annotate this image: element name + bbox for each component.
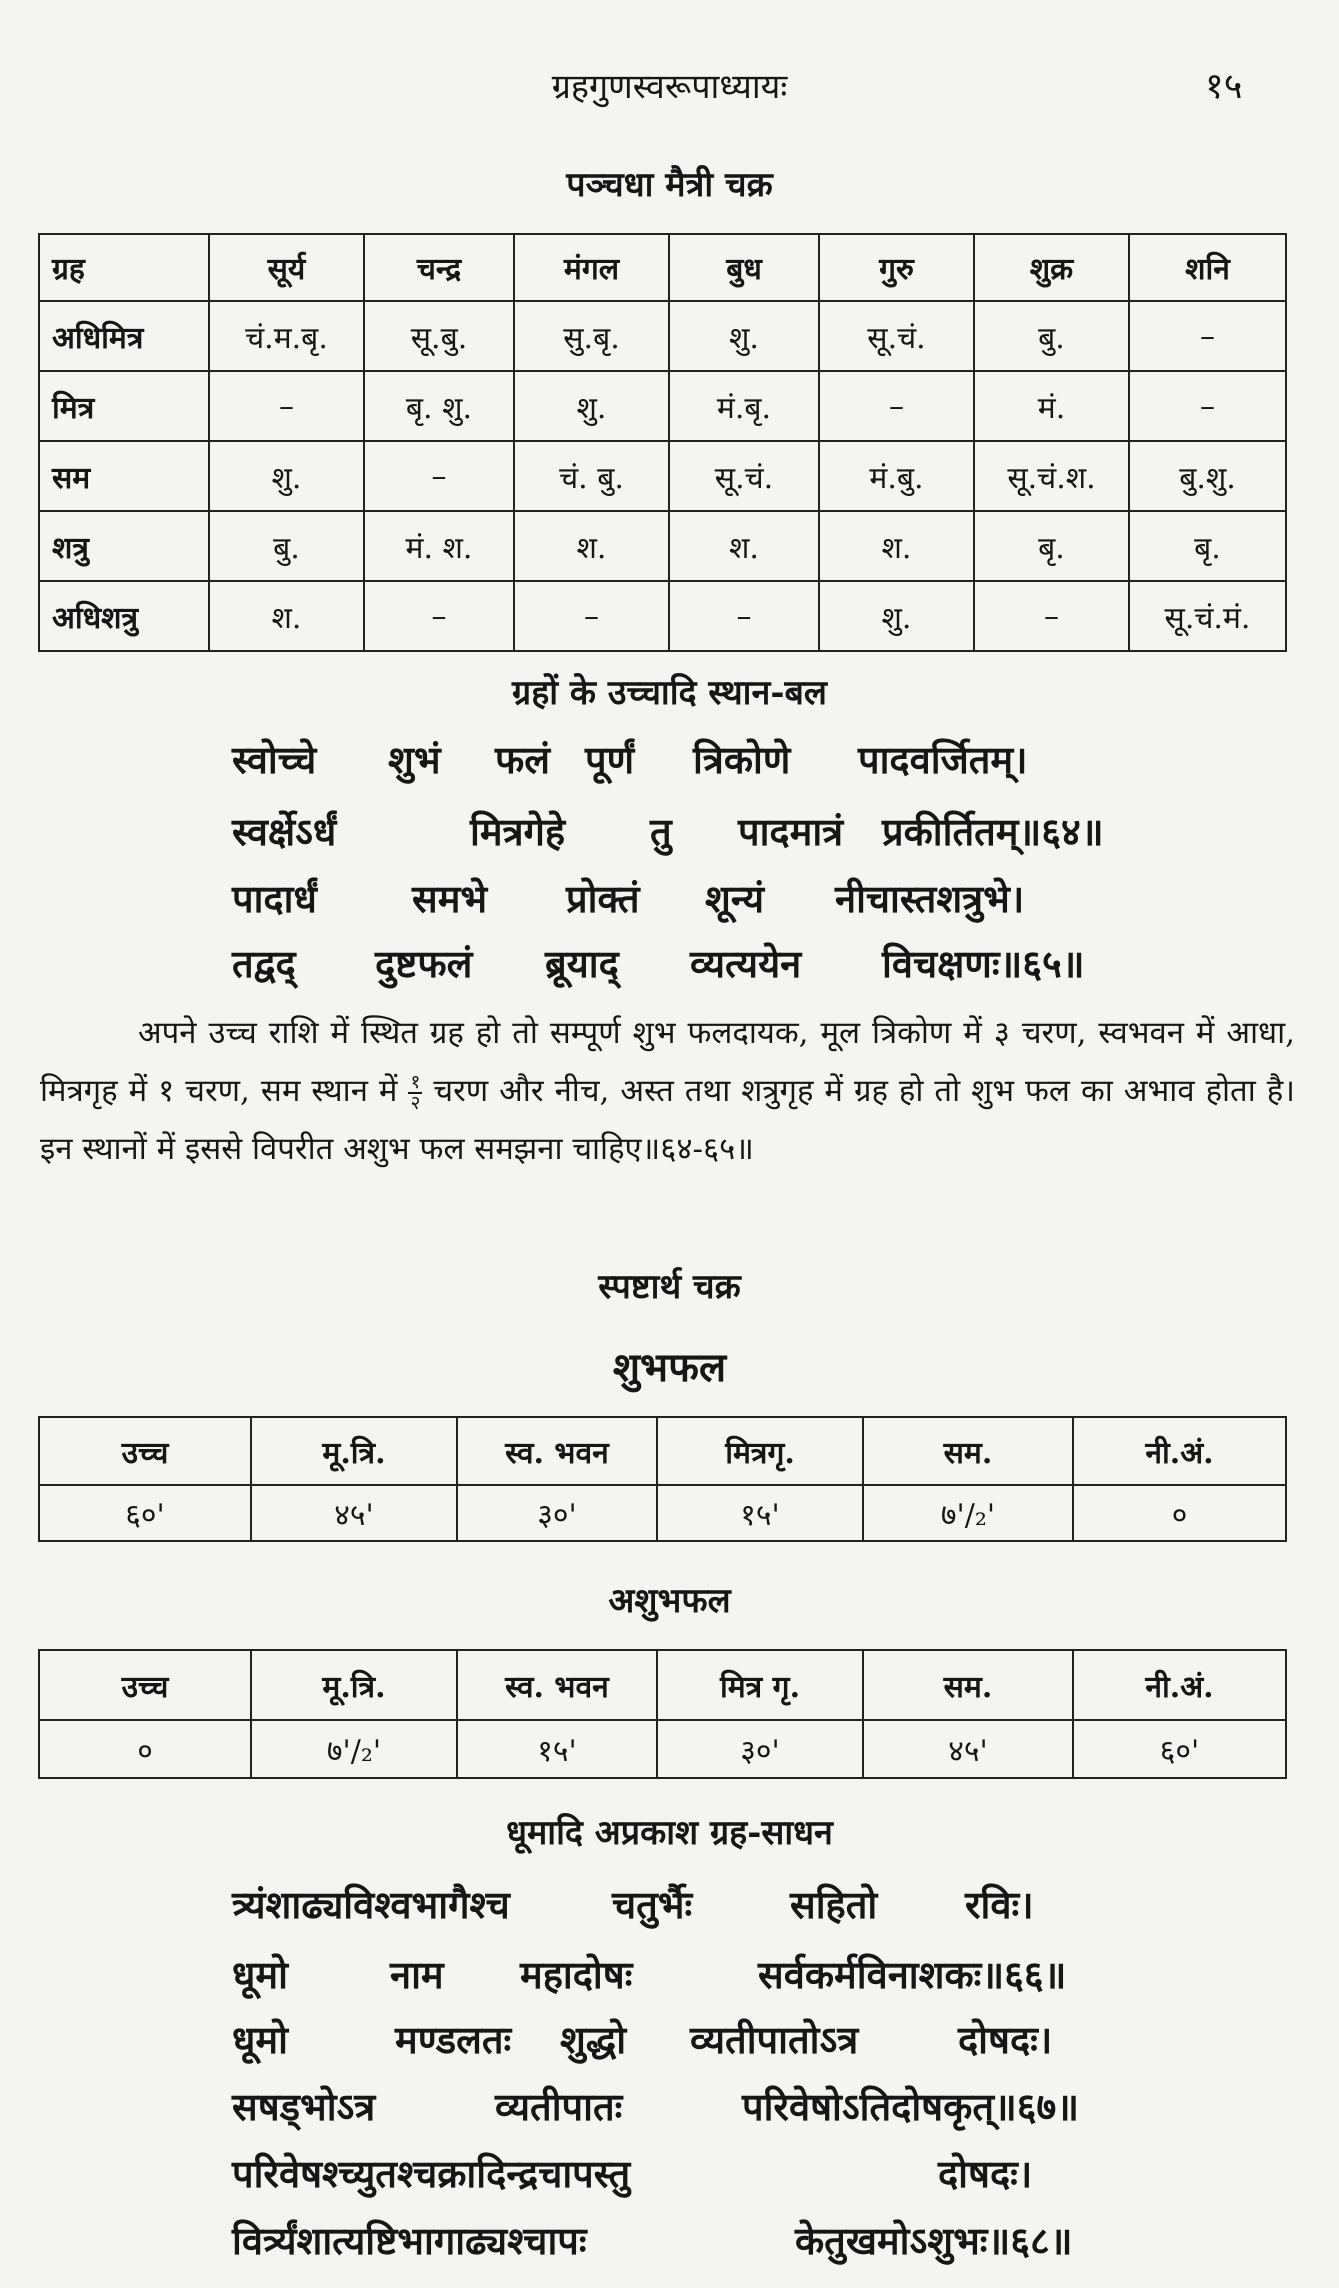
verse-word: परिवेषश्च्युतश्चक्रादिन्द्रचापस्तु [232, 2151, 631, 2196]
table-cell: ६०' [39, 1485, 251, 1541]
table-cell: मं.बु. [819, 441, 974, 511]
col-header: शुक्र [974, 234, 1129, 301]
table-cell: बृ. शु. [364, 371, 514, 441]
verse-word: पूर्णं [585, 737, 635, 782]
dhoomadi-title: धूमादि अप्रकाश ग्रह-साधन [506, 1813, 833, 1853]
col-header: चन्द्र [364, 234, 514, 301]
table-cell: सू.चं. [819, 301, 974, 371]
table-cell: श. [514, 511, 669, 581]
table-cell: श. [819, 511, 974, 581]
verse-word: पादमात्रं [738, 809, 844, 854]
col-header: सूर्य [209, 234, 364, 301]
row-label: अधिशत्रु [39, 581, 209, 651]
table-row [39, 371, 1286, 441]
col-header: सम. [863, 1417, 1073, 1485]
table-cell: शु. [819, 581, 974, 651]
row-label: सम [39, 441, 209, 511]
verse-word: मित्रगेहे [470, 809, 566, 854]
table-cell: सु.बृ. [514, 301, 669, 371]
verse-word: विचक्षणः॥६५॥ [882, 941, 1085, 986]
row-label: मित्र [39, 371, 209, 441]
verse-word: दोषदः। [938, 2151, 1033, 2196]
col-header: स्व. भवन [457, 1417, 657, 1485]
col-header: बुध [669, 234, 819, 301]
table-cell: – [974, 581, 1129, 651]
verse-word: तु [650, 809, 672, 854]
col-header: मित्रगृ. [657, 1417, 863, 1485]
col-header: नी.अं. [1073, 1650, 1286, 1720]
table-cell: – [209, 371, 364, 441]
fraction-numerator: १ [410, 1070, 421, 1093]
verse-word: सहितो [790, 1882, 878, 1927]
verse-word: विर्त्र्यंशात्यष्टिभागाढ्यश्चापः [232, 2218, 587, 2263]
verse-word: नाम [390, 1952, 444, 1997]
verse-word: प्रोक्तं [566, 876, 640, 921]
table-row [39, 301, 1286, 371]
table-cell: ७'/₂' [251, 1720, 457, 1778]
col-header: नी.अं. [1073, 1417, 1286, 1485]
col-header: उच्च [39, 1417, 251, 1485]
spashtartha-chakra-title: स्पष्टार्थ चक्र [598, 1267, 741, 1307]
verse-word: व्यतीपातोऽत्र [690, 2017, 859, 2062]
verse-word: फलं [495, 737, 551, 782]
paragraph-text: चरण और नीच, अस्त तथा शत्रुगृह में ग्रह हो तो शुभ फल का अभाव होता है। इन स्थानों में इससे विपरीत अशुभ फल समझना चाहिए॥६४-६५॥ [40, 1073, 1295, 1167]
table-cell: ० [1073, 1485, 1286, 1541]
commentary-paragraph [40, 1004, 1295, 1178]
verse-word: दोषदः। [958, 2017, 1053, 2062]
table-row [39, 511, 1286, 581]
col-header: गुरु [819, 234, 974, 301]
table-cell: ३०' [657, 1720, 863, 1778]
verse-word: धूमो [232, 2017, 288, 2062]
verse-word: व्यतीपातः [495, 2084, 623, 2129]
maitri-table [38, 233, 1287, 652]
shubhphal-header-row [39, 1417, 1286, 1485]
verse-word: स्वर्क्षेऽर्धं [232, 809, 337, 854]
shubhphal-title: शुभफल [612, 1344, 727, 1391]
col-header: मू.त्रि. [251, 1417, 457, 1485]
ashubhphal-title: अशुभफल [608, 1581, 731, 1621]
verse-word: रविः। [965, 1882, 1034, 1927]
col-header: सम. [863, 1650, 1073, 1720]
ashubhphal-header-row [39, 1650, 1286, 1720]
verse-word: धूमो [232, 1952, 288, 1997]
table-cell: १५' [457, 1720, 657, 1778]
verse-word: पादार्धं [232, 876, 317, 921]
table-cell: सू.चं.श. [974, 441, 1129, 511]
table-cell: मं. श. [364, 511, 514, 581]
table-cell: बृ. [1129, 511, 1286, 581]
table-cell: शु. [669, 301, 819, 371]
table-cell: ६०' [1073, 1720, 1286, 1778]
table-cell: चं.म.बृ. [209, 301, 364, 371]
table-cell: शु. [209, 441, 364, 511]
paragraph-text: अपने उच्च राशि में स्थित ग्रह हो तो सम्पूर्ण शुभ फलदायक, मूल त्रिकोण में ३ चरण, स्वभवन में आधा, मित्रगृह में १ चरण, सम स्थान में [40, 1015, 1295, 1109]
verse-word: चतुर्भैः [612, 1882, 693, 1927]
verse-word: दुष्टफलं [375, 941, 473, 986]
verse-word: पादवर्जितम्। [858, 737, 1028, 782]
table-row [39, 1720, 1286, 1778]
table-cell: बु. [974, 301, 1129, 371]
row-label: शत्रु [39, 511, 209, 581]
col-header: मू.त्रि. [251, 1650, 457, 1720]
page-number: १५ [1205, 66, 1243, 107]
table-cell: चं. बु. [514, 441, 669, 511]
table-cell: बृ. [974, 511, 1129, 581]
table-cell: मं. [974, 371, 1129, 441]
table-cell: सू.चं.मं. [1129, 581, 1286, 651]
table-cell: – [364, 441, 514, 511]
verse-word: सर्वकर्मविनाशकः॥६६॥ [758, 1952, 1067, 1997]
table-cell: बु. [209, 511, 364, 581]
verse-word: त्र्यंशाढ्यविश्वभागैश्च [232, 1882, 510, 1927]
verse-word: नीचास्तशत्रुभे। [835, 876, 1025, 921]
verse-word: प्रकीर्तितम्॥६४॥ [882, 809, 1104, 854]
verse-word: केतुखमोऽशुभः॥६८॥ [795, 2218, 1073, 2263]
verse-word: महादोषः [520, 1952, 633, 1997]
table-cell: श. [669, 511, 819, 581]
table-cell: – [1129, 371, 1286, 441]
fraction-half [408, 1070, 422, 1114]
verse-word: तद्वद् [232, 941, 296, 986]
verse-word: शुद्धो [560, 2017, 627, 2062]
shubhphal-table [38, 1416, 1287, 1542]
col-header: मंगल [514, 234, 669, 301]
table-cell: मं.बृ. [669, 371, 819, 441]
maitri-chakra-title: पञ्चधा मैत्री चक्र [566, 165, 773, 205]
verse-word: ब्रूयाद् [545, 941, 619, 986]
sthana-bala-title: ग्रहों के उच्चादि स्थान-बल [512, 673, 827, 713]
col-header: उच्च [39, 1650, 251, 1720]
ashubhphal-table [38, 1649, 1287, 1779]
table-cell: ७'/₂' [863, 1485, 1073, 1541]
table-cell: १५' [657, 1485, 863, 1541]
verse-word: स्वोच्चे [232, 737, 317, 782]
verse-word: त्रिकोणे [693, 737, 791, 782]
fraction-denominator: २ [410, 1091, 421, 1114]
row-label: अधिमित्र [39, 301, 209, 371]
verse-word: समभे [412, 876, 488, 921]
verse-word: परिवेषोऽतिदोषकृत्॥६७॥ [742, 2084, 1080, 2129]
col-header: शनि [1129, 234, 1286, 301]
table-cell: – [819, 371, 974, 441]
table-cell: ४५' [863, 1720, 1073, 1778]
verse-word: सषड्भोऽत्र [232, 2084, 376, 2129]
col-header: ग्रह [39, 234, 209, 301]
table-cell: – [1129, 301, 1286, 371]
table-cell: – [364, 581, 514, 651]
table-row [39, 1485, 1286, 1541]
table-cell: ० [39, 1720, 251, 1778]
table-cell: शु. [514, 371, 669, 441]
table-row [39, 441, 1286, 511]
running-header-title: ग्रहगुणस्वरूपाध्यायः [551, 67, 788, 107]
verse-word: मण्डलतः [395, 2017, 512, 2062]
table-cell: सू.बु. [364, 301, 514, 371]
table-cell: – [514, 581, 669, 651]
table-cell: ३०' [457, 1485, 657, 1541]
verse-word: व्यत्ययेन [690, 941, 802, 986]
col-header: स्व. भवन [457, 1650, 657, 1720]
table-cell: श. [209, 581, 364, 651]
table-row [39, 581, 1286, 651]
verse-word: शुभं [388, 737, 441, 782]
table-cell: बु.शु. [1129, 441, 1286, 511]
col-header: मित्र गृ. [657, 1650, 863, 1720]
maitri-header-row [39, 234, 1286, 301]
table-cell: सू.चं. [669, 441, 819, 511]
table-cell: – [669, 581, 819, 651]
verse-word: शून्यं [705, 876, 765, 921]
table-cell: ४५' [251, 1485, 457, 1541]
